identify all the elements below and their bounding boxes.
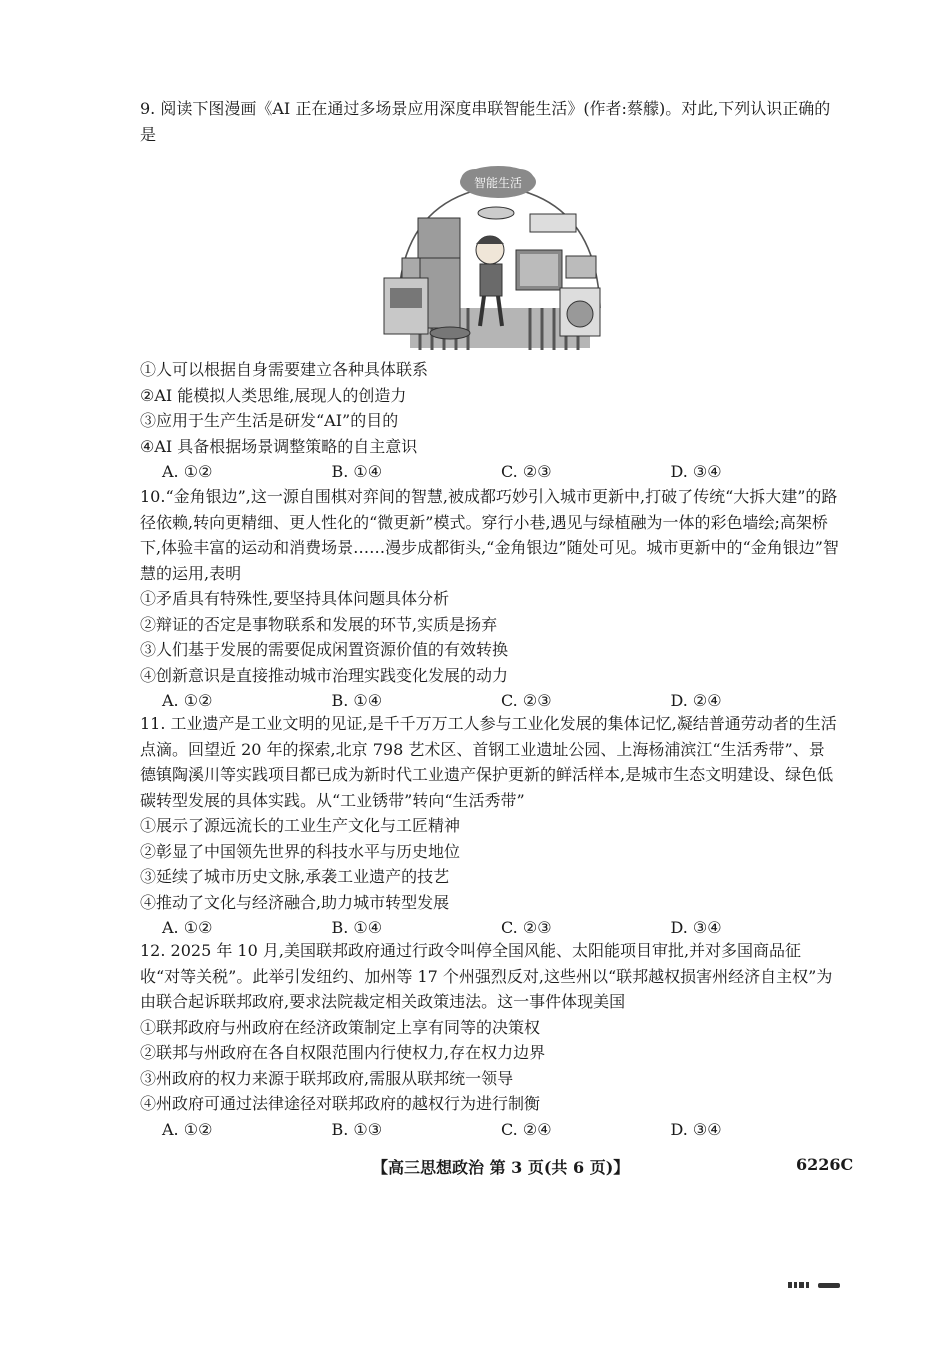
question-stem: 10.“金角银边”,这一源自围棋对弈间的智慧,被成都巧妙引入城市更新中,打破了传统“大拆大建”的路径依赖,转向更精细、更人性化的“微更新”模式。穿行小巷,遇见与绿植融为一体的彩色墙绘;高架桥下,体验丰富的运动和消费场景……漫步成都街头,“金角银边”随处可见。城市更新中的“金角银边”智慧的运用,表明 [140,487,839,583]
choice-b[interactable]: B. ①④ [331,918,383,937]
question-stem: 12. 2025 年 10 月,美国联邦政府通过行政令叫停全国风能、太阳能项目审批,并对多国商品征收“对等关税”。此举引发纽约、加州等 17 个州强烈反对,这些州以“联邦越权损害州经济自主权”为由联合起诉联邦政府,要求法院裁定相关政策违法。这一事件体现美国 [140,941,833,1011]
statement-3: ③延续了城市历史文脉,承袭工业遗产的技艺 [140,867,450,886]
statement-2: ②彰显了中国领先世界的科技水平与历史地位 [140,841,461,861]
cartoon-illustration [380,158,616,352]
choice-a[interactable]: A. ①② [162,691,213,710]
question-12 [140,938,840,1142]
statement-2: ②AI 能模拟人类思维,展现人的创造力 [140,385,407,405]
answer-choices [140,459,840,485]
statement-3: ③州政府的权力来源于联邦政府,需服从联邦统一领导 [140,1068,514,1088]
statement-2: ②联邦与州政府在各自权限范围内行使权力,存在权力边界 [140,1043,546,1062]
choice-c[interactable]: C. ②③ [501,691,552,710]
statement-3: ③应用于生产生活是研发“AI”的目的 [140,411,399,430]
choice-d[interactable]: D. ③④ [670,1119,722,1139]
answer-choices [140,688,840,714]
question-10 [140,484,840,714]
statement-2: ②辩证的否定是事物联系和发展的环节,实质是扬弃 [140,614,498,634]
choice-c[interactable]: C. ②③ [501,462,552,481]
qr-code-icon [788,1280,840,1290]
footer-page-info: 【高三思想政治 第 3 页(共 6 页)】 [372,1158,630,1177]
choice-d[interactable]: D. ②④ [670,691,722,710]
choice-b[interactable]: B. ①④ [331,462,383,481]
choice-a[interactable]: A. ①② [162,462,213,481]
question-9-options [140,357,840,485]
choice-a[interactable]: A. ①② [162,1119,213,1139]
choice-b[interactable]: B. ①④ [331,691,383,710]
choice-a[interactable]: A. ①② [162,918,213,937]
question-stem: 11. 工业遗产是工业文明的见证,是千千万万工人参与工业化发展的集体记忆,凝结普通劳动者的生活点滴。回望近 20 年的探索,北京 798 艺术区、首钢工业遗址公园、上海杨浦滨江“生活秀带”、景德镇陶溪川等实践项目都已成为新时代工业遗产保护更新的鲜活样本,是城市生态文明建设、绿色低碳转型发展的具体实践。从“工业锈带”转向“生活秀带” [140,714,837,810]
statement-4: ④州政府可通过法律途径对联邦政府的越权行为进行制衡 [140,1094,541,1113]
question-11 [140,711,840,941]
choice-c[interactable]: C. ②③ [501,918,552,937]
statement-1: ①展示了源远流长的工业生产文化与工匠精神 [140,816,461,835]
statement-1: ①矛盾具有特殊性,要坚持具体问题具体分析 [140,589,450,608]
choice-c[interactable]: C. ②④ [501,1119,552,1139]
figure-caption: 智能生活 [473,176,523,190]
statement-4: ④创新意识是直接推动城市治理实践变化发展的动力 [140,665,509,685]
statement-4: ④推动了文化与经济融合,助力城市转型发展 [140,892,450,912]
choice-d[interactable]: D. ③④ [670,918,722,937]
statement-3: ③人们基于发展的需要促成闲置资源价值的有效转换 [140,640,509,659]
answer-choices [140,1117,840,1143]
choice-d[interactable]: D. ③④ [670,462,722,481]
question-9 [140,96,840,147]
choice-b[interactable]: B. ①③ [331,1119,383,1139]
footer-paper-code: 6226C [796,1155,854,1174]
statement-1: ①联邦政府与州政府在经济政策制定上享有同等的决策权 [140,1017,541,1037]
statement-4: ④AI 具备根据场景调整策略的自主意识 [140,436,418,456]
question-stem: 9. 阅读下图漫画《AI 正在通过多场景应用深度串联智能生活》(作者:蔡艨)。对此,下列认识正确的是 [140,99,831,144]
statement-1: ①人可以根据自身需要建立各种具体联系 [140,360,429,379]
answer-choices [140,915,840,941]
